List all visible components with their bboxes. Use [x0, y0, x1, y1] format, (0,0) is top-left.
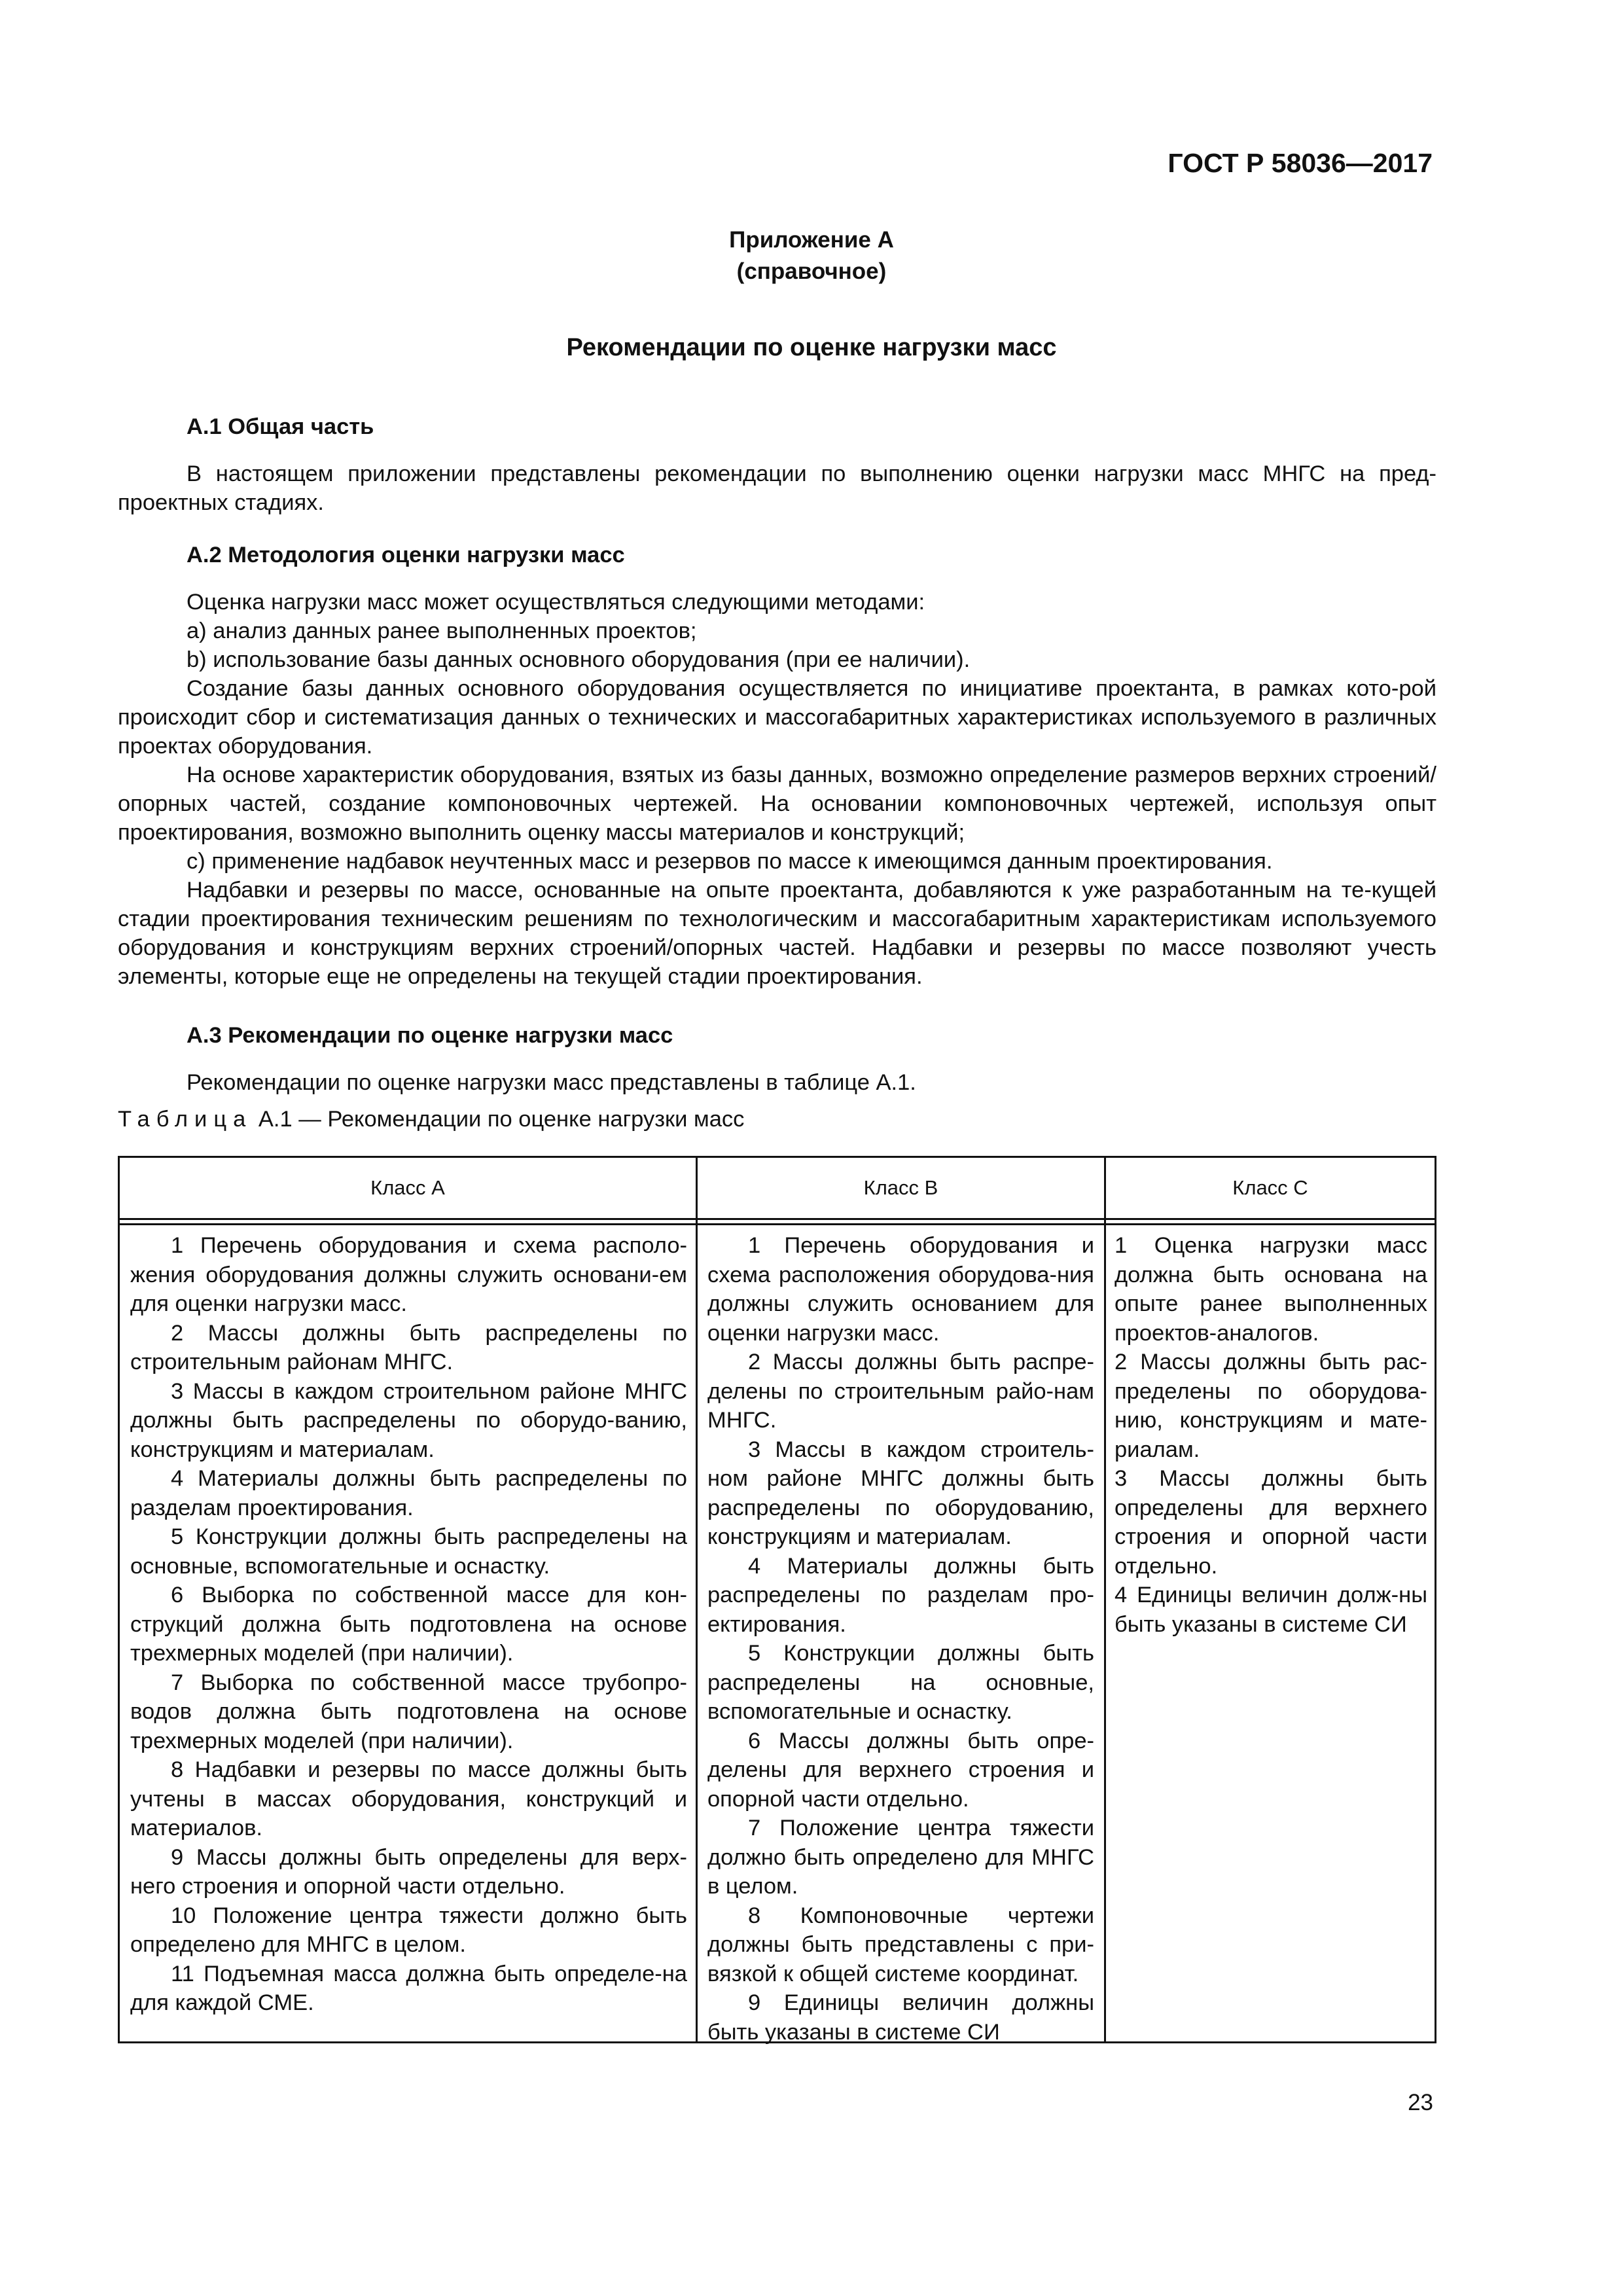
- column-divider: [696, 1158, 698, 2041]
- list-item: 8 Компоновочные чертежи должны быть представлены с при-вязкой к общей системе координат.: [707, 1903, 1094, 1986]
- table-caption-prefix: Таблица: [118, 1107, 253, 1132]
- section-a2-para: Оценка нагрузки масс может осуществляться следующими методами:: [187, 590, 925, 615]
- list-item: 1 Оценка нагрузки масс должна быть основана на опыте ранее выполненных проектов-аналогов.: [1115, 1233, 1427, 1346]
- main-title: Рекомендации по оценке нагрузки масс: [566, 334, 1057, 361]
- header-class-c: Класс С: [1232, 1176, 1308, 1199]
- list-item: 1 Перечень оборудования и схема расположения оборудова-ния должны служить основанием для оценки нагрузки масс.: [707, 1233, 1094, 1346]
- list-item: 7 Выборка по собственной массе трубопро-водов должна быть подготовлена на основе трехмерных моделей (при наличии).: [130, 1670, 687, 1753]
- section-a2-para: b) использование базы данных основного оборудования (при ее наличии).: [187, 647, 971, 672]
- section-a2-para: На основе характеристик оборудования, взятых из базы данных, возможно определение размеров верхних строений/опорных частей, создание компоновочных чертежей. На основании компоновочных чертежей, используя опыт проектирования, возможно выполнить оценку массы материалов и конструкций;: [118, 762, 1436, 845]
- list-item: 2 Массы должны быть распре-делены по строительным райо-нам МНГС.: [707, 1350, 1094, 1433]
- section-a2-para: c) применение надбавок неучтенных масс и резервов по массе к имеющимся данным проектирования.: [187, 849, 1273, 874]
- column-class-a: [130, 1231, 687, 2018]
- column-class-c: [1115, 1231, 1427, 1639]
- table-caption: [118, 1105, 744, 1134]
- appendix-heading: [0, 224, 1623, 287]
- list-item: 2 Массы должны быть рас-пределены по оборудова-нию, конструкциям и мате-риалам.: [1115, 1350, 1427, 1462]
- list-item: 8 Надбавки и резервы по массе должны быть учтены в массах оборудования, конструкций и материалов.: [130, 1757, 687, 1840]
- recommendations-table: [118, 1156, 1436, 2043]
- list-item: 10 Положение центра тяжести должно быть определено для МНГС в целом.: [130, 1903, 687, 1957]
- header-class-b: Класс В: [863, 1176, 938, 1199]
- list-item: 7 Положение центра тяжести должно быть определено для МНГС в целом.: [707, 1816, 1094, 1899]
- section-a3-heading: А.3 Рекомендации по оценке нагрузки масс: [187, 1023, 673, 1048]
- list-item: 5 Конструкции должны быть распределены на основные, вспомогательные и оснастку.: [130, 1524, 687, 1579]
- list-item: 5 Конструкции должны быть распределены на основные, вспомогательные и оснастку.: [707, 1641, 1094, 1724]
- table-header-double-rule: [120, 1223, 1435, 1225]
- appendix-title: Приложение А: [729, 227, 894, 253]
- list-item: 4 Материалы должны быть распределены по разделам проектирования.: [130, 1466, 687, 1520]
- section-a2-para: a) анализ данных ранее выполненных проектов;: [187, 619, 697, 643]
- table-caption-rest: А.1 — Рекомендации по оценке нагрузки масс: [258, 1107, 745, 1132]
- list-item: 9 Единицы величин должны быть указаны в системе СИ: [707, 1990, 1094, 2045]
- appendix-subtitle: (справочное): [736, 259, 887, 284]
- section-a1: [118, 412, 1436, 517]
- page-number: 23: [1408, 2090, 1433, 2115]
- list-item: 11 Подъемная масса должна быть определе-на для каждой СМЕ.: [130, 1961, 687, 2015]
- list-item: 3 Массы в каждом строительном районе МНГС должны быть распределены по оборудо-ванию, конструкциям и материалам.: [130, 1378, 687, 1462]
- list-item: 3 Массы должны быть определены для верхнего строения и опорной части отдельно.: [1115, 1466, 1427, 1579]
- section-a2-heading: А.2 Методология оценки нагрузки масс: [187, 543, 625, 567]
- list-item: 4 Единицы величин долж-ны быть указаны в системе СИ: [1115, 1583, 1427, 1637]
- list-item: 6 Выборка по собственной массе для кон-струкций должна быть подготовлена на основе трехмерных моделей (при наличии).: [130, 1583, 687, 1666]
- section-a3-text: Рекомендации по оценке нагрузки масс представлены в таблице А.1.: [187, 1070, 916, 1095]
- section-a3: [118, 1021, 1436, 1097]
- column-divider: [1104, 1158, 1106, 2041]
- standard-code: ГОСТ Р 58036—2017: [1168, 148, 1433, 178]
- section-a2-para: Надбавки и резервы по массе, основанные на опыте проектанта, добавляются к уже разработанным на те-кущей стадии проектирования техническим решениям по технологическим и массогабаритным характеристикам используемого оборудования и конструкциям верхних строений/опорных частей. Надбавки и резервы по массе позволяют учесть элементы, которые еще не определены на текущей стадии проектирования.: [118, 878, 1436, 989]
- list-item: 2 Массы должны быть распределены по строительным районам МНГС.: [130, 1320, 687, 1374]
- section-a1-text: В настоящем приложении представлены рекомендации по выполнению оценки нагрузки масс МНГС на пред-проектных стадиях.: [118, 461, 1436, 515]
- list-item: 9 Массы должны быть определены для верх-него строения и опорной части отдельно.: [130, 1844, 687, 1899]
- section-a2: [118, 541, 1436, 991]
- list-item: 1 Перечень оборудования и схема располо-жения оборудования должны служить основани-ем для оценки нагрузки масс.: [130, 1233, 687, 1316]
- list-item: 4 Материалы должны быть распределены по разделам про-ектирования.: [707, 1553, 1094, 1637]
- header-class-a: Класс А: [370, 1176, 445, 1199]
- section-a2-para: Создание базы данных основного оборудования осуществляется по инициативе проектанта, в рамках кото-рой происходит сбор и систематизация данных о технических и массогабаритных характеристиках используемого в различных проектах оборудования.: [118, 676, 1436, 759]
- section-a1-heading: А.1 Общая часть: [187, 414, 374, 439]
- list-item: 3 Массы в каждом строитель-ном районе МНГС должны быть распределены по оборудованию, конструкциям и материалам.: [707, 1437, 1094, 1549]
- column-class-b: [707, 1231, 1094, 2047]
- list-item: 6 Массы должны быть опре-делены для верхнего строения и опорной части отдельно.: [707, 1728, 1094, 1812]
